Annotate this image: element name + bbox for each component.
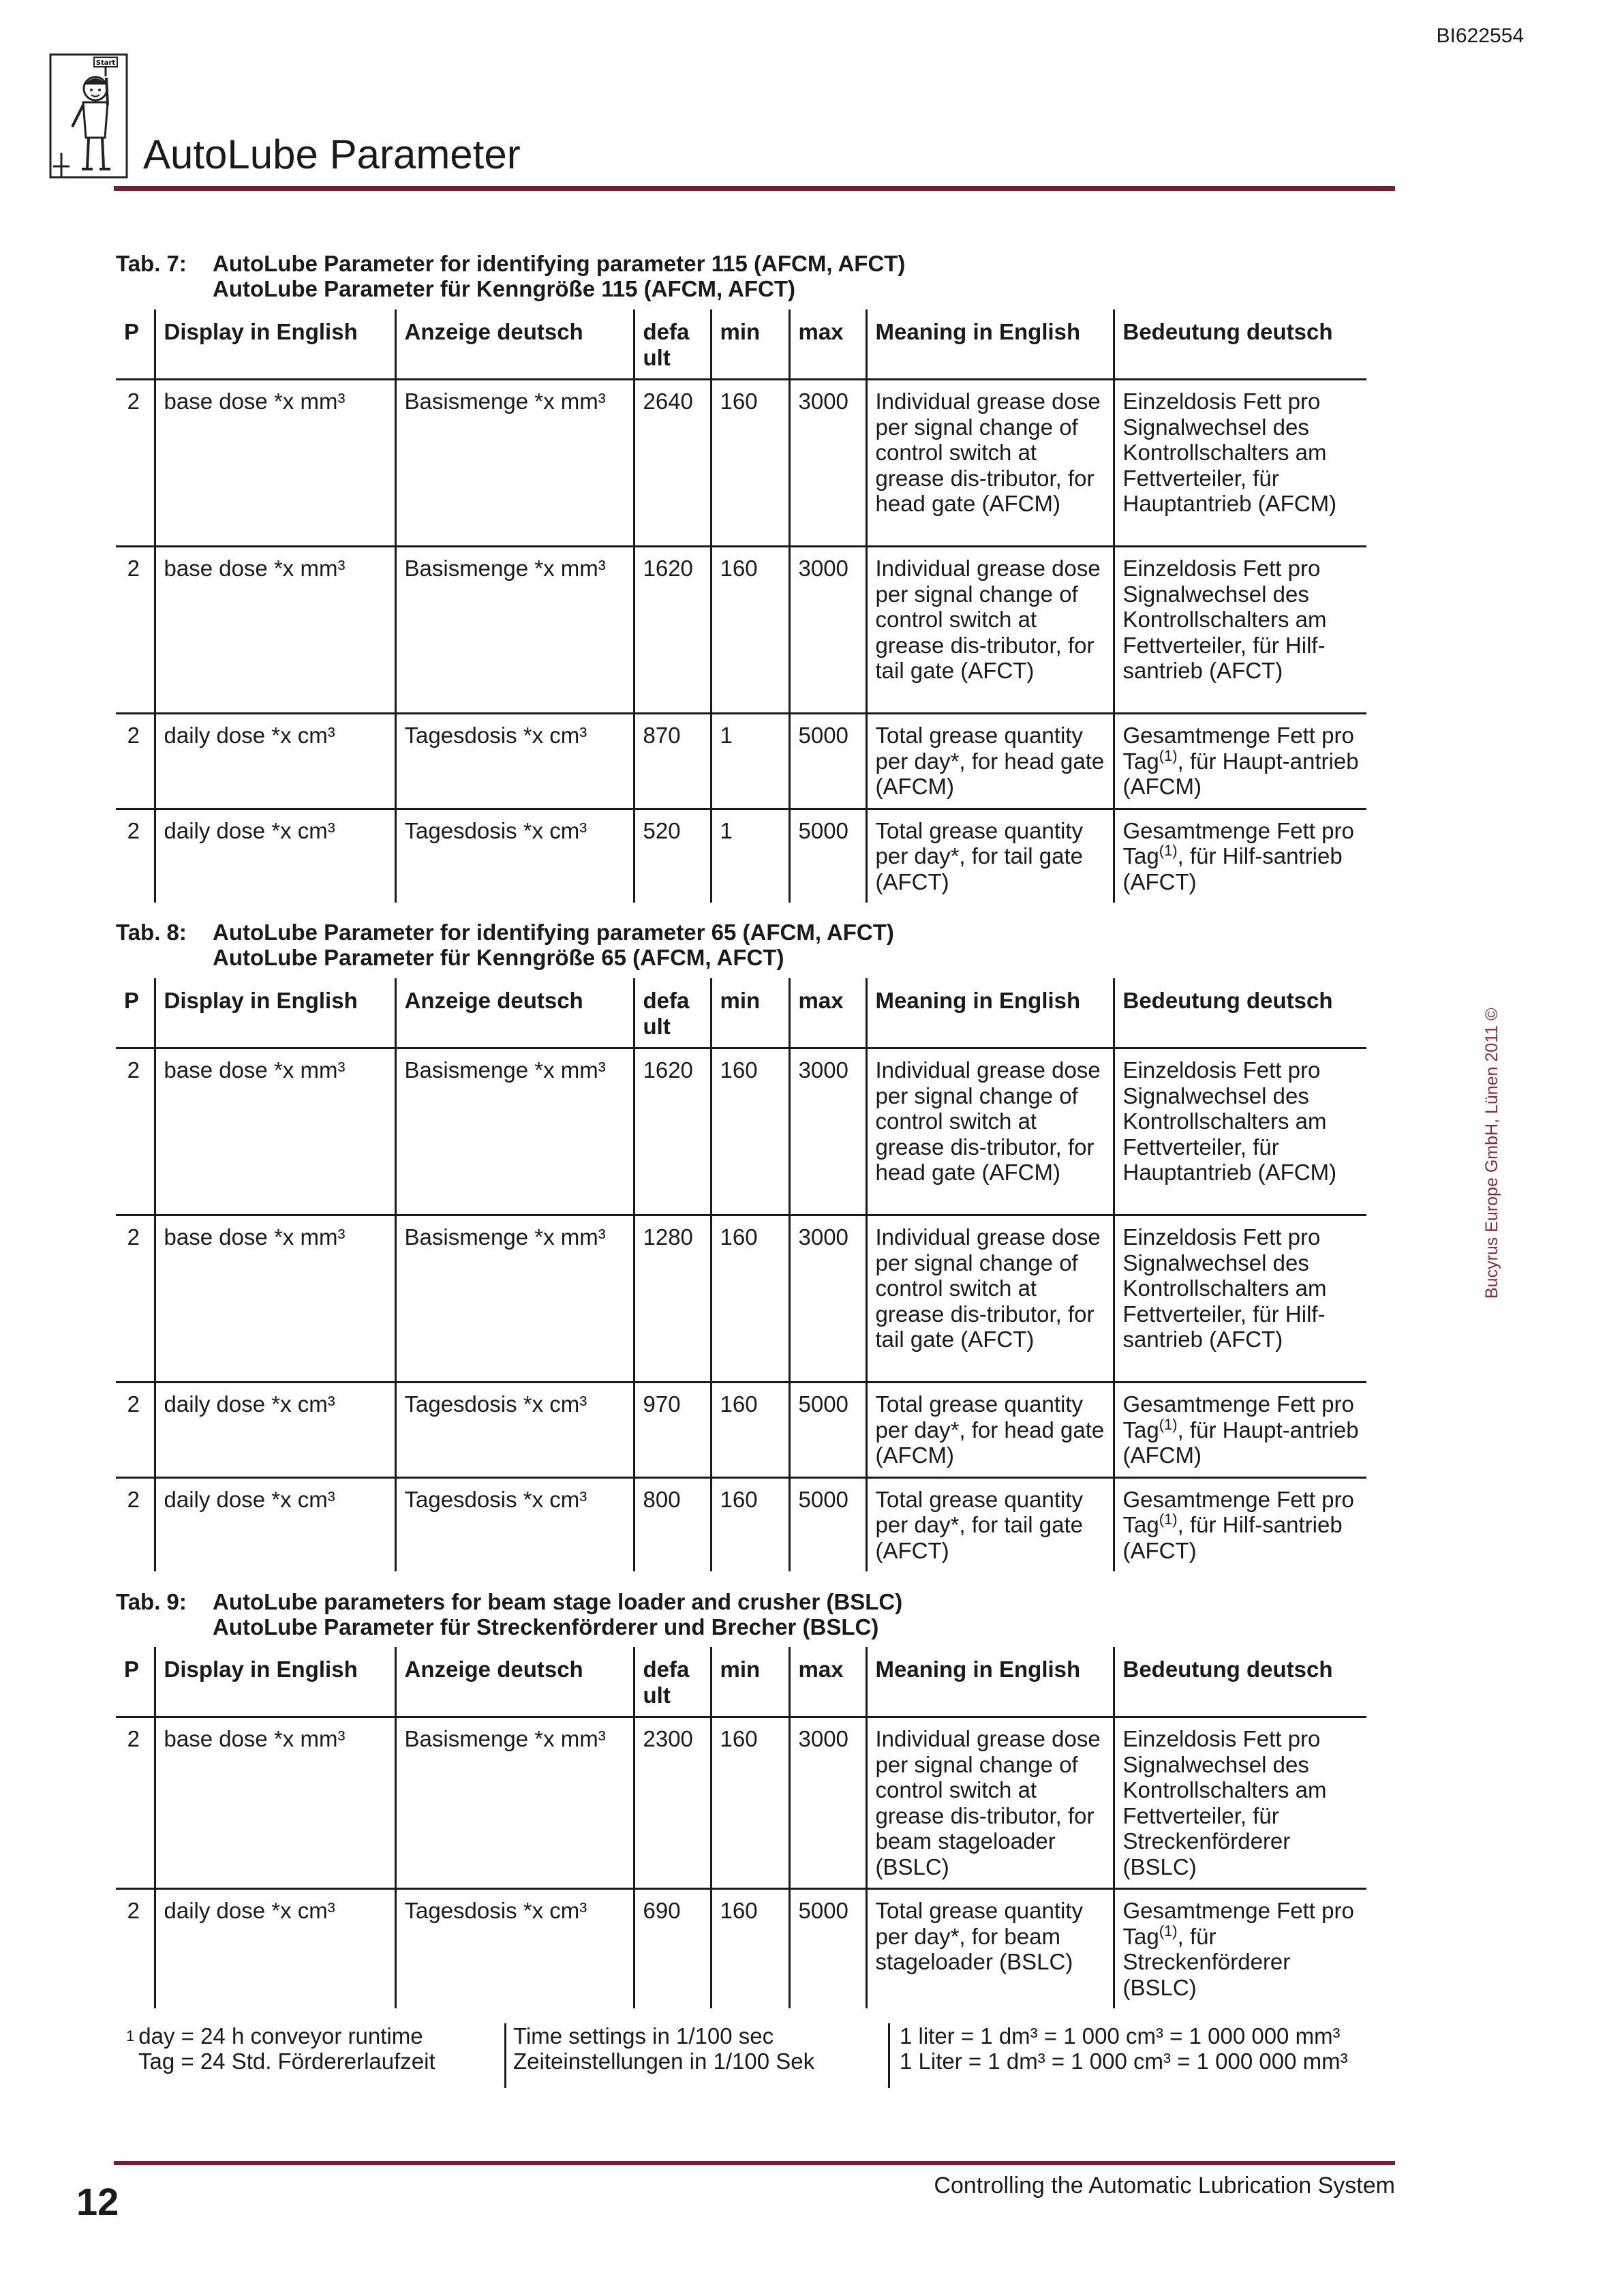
cell-meaning-de: Gesamtmenge Fett pro Tag$^{(1)}$, für Haupt-antrieb (AFCM) (1114, 714, 1366, 809)
cell-min: 160 (711, 1215, 789, 1383)
cell-max: 5000 (789, 1477, 866, 1571)
parameter-table-bslc (116, 1647, 1366, 2008)
table-row (116, 1477, 1366, 1571)
cell-min: 160 (711, 1889, 789, 2009)
table-row (116, 547, 1366, 714)
col-header-meaning-de: Bedeutung deutsch (1114, 1647, 1366, 1717)
col-header-display-de: Anzeige deutsch (395, 309, 634, 380)
col-header-meaning-en: Meaning in English (866, 1647, 1114, 1717)
col-header-max: max (789, 1647, 866, 1717)
col-header-p: P (116, 978, 155, 1048)
document-id: BI622554 (1436, 25, 1524, 47)
table-row (116, 380, 1366, 547)
col-header-max: max (789, 978, 866, 1048)
start-mascot-icon (48, 50, 136, 180)
cell-meaning-en: Individual grease dose per signal change of control switch at grease dis-tributor, for beam stageloader (BSLC) (866, 1717, 1114, 1889)
cell-display-en: base dose *x mm³ (155, 1717, 395, 1889)
cell-meaning-de: Gesamtmenge Fett pro Tag$^{(1)}$, für Hilf-santrieb (AFCT) (1114, 809, 1366, 903)
col-header-display-en: Display in English (155, 1647, 395, 1717)
cell-meaning-de: Einzeldosis Fett pro Signalwechsel des Kontrollschalters am Fettverteiler, für Hilf-santrieb (AFCT) (1114, 547, 1366, 714)
table-header-row (116, 1647, 1366, 1717)
col-header-default: defa ult (634, 978, 711, 1048)
cell-display-en: daily dose *x cm³ (155, 809, 395, 903)
cell-p: 2 (127, 1486, 140, 1512)
cell-meaning-en: Individual grease dose per signal change of control switch at grease dis-tributor, for tail gate (AFCT) (866, 547, 1114, 714)
cell-max: 5000 (789, 809, 866, 903)
header-rule (114, 186, 1395, 191)
cell-max: 3000 (789, 380, 866, 547)
cell-meaning-de: Gesamtmenge Fett pro Tag$^{(1)}$, für Streckenförderer (BSLC) (1114, 1889, 1366, 2009)
cell-display-de: Basismenge *x mm³ (395, 547, 634, 714)
table-caption (116, 251, 905, 301)
cell-max: 3000 (789, 547, 866, 714)
cell-meaning-en: Total grease quantity per day*, for head gate (AFCM) (866, 714, 1114, 809)
col-header-meaning-en: Meaning in English (866, 978, 1114, 1048)
col-header-max: max (789, 309, 866, 380)
cell-display-de: Tagesdosis *x cm³ (395, 1889, 634, 2009)
cell-meaning-de: Einzeldosis Fett pro Signalwechsel des Kontrollschalters am Fettverteiler, für Hilf-santrieb (AFCT) (1114, 1215, 1366, 1383)
cell-p: 2 (116, 1383, 155, 1478)
cell-display-de: Tagesdosis *x cm³ (395, 1383, 634, 1478)
cell-max: 3000 (789, 1215, 866, 1383)
col-header-display-en: Display in English (155, 309, 395, 380)
col-header-display-de: Anzeige deutsch (395, 978, 634, 1048)
cell-display-de: Basismenge *x mm³ (395, 1048, 634, 1215)
cell-max: 3000 (789, 1048, 866, 1215)
cell-default: 1620 (634, 547, 711, 714)
cell-min: 160 (711, 1717, 789, 1889)
table-row (116, 1215, 1366, 1383)
cell-max: 5000 (789, 1383, 866, 1478)
cell-min: 160 (711, 547, 789, 714)
cell-p: 2 (116, 1215, 155, 1383)
cell-default: 800 (634, 1477, 711, 1571)
col-header-default: defa ult (634, 1647, 711, 1717)
cell-display-en: base dose *x mm³ (155, 1048, 395, 1215)
cell-meaning-en: Individual grease dose per signal change of control switch at grease dis-tributor, for tail gate (AFCT) (866, 1215, 1114, 1383)
cell-display-en: daily dose *x cm³ (155, 1477, 395, 1571)
table-title-en: AutoLube Parameter for identifying parameter 65 (AFCM, AFCT) (213, 920, 894, 945)
cell-display-de: Tagesdosis *x cm³ (395, 714, 634, 809)
cell-min: 160 (711, 1048, 789, 1215)
cell-meaning-en: Total grease quantity per day*, for tail gate (AFCT) (866, 809, 1114, 903)
cell-meaning-en: Total grease quantity per day*, for head gate (AFCM) (866, 1383, 1114, 1478)
table-header-row (116, 309, 1366, 380)
parameter-table-65 (116, 978, 1366, 1571)
col-header-min: min (711, 309, 789, 380)
table-label: Tab. 7: (116, 251, 187, 276)
col-header-min: min (711, 1647, 789, 1717)
section-title: AutoLube Parameter (143, 132, 521, 177)
table-title-de: AutoLube Parameter für Kenngröße 65 (AFCM, AFCT) (213, 945, 784, 970)
cell-meaning-en: Individual grease dose per signal change of control switch at grease dis-tributor, for head gate (AFCM) (866, 380, 1114, 547)
cell-p: 2 (127, 817, 140, 843)
cell-min: 1 (711, 714, 789, 809)
cell-default: 1280 (634, 1215, 711, 1383)
footnote-units: 1 liter = 1 dm³ = 1 000 cm³ = 1 000 000 mm³ 1 Liter = 1 dm³ = 1 000 cm³ = 1 000 000 mm³ (888, 2023, 1348, 2088)
cell-display-de: Tagesdosis *x cm³ (395, 809, 634, 903)
col-header-meaning-de: Bedeutung deutsch (1114, 978, 1366, 1048)
col-header-display-de: Anzeige deutsch (395, 1647, 634, 1717)
cell-default: 520 (634, 809, 711, 903)
table-title-en: AutoLube parameters for beam stage loader and crusher (BSLC) (213, 1589, 903, 1614)
col-header-min: min (711, 978, 789, 1048)
col-header-meaning-de: Bedeutung deutsch (1114, 309, 1366, 380)
table-row (116, 1717, 1366, 1889)
table-row (116, 1383, 1366, 1478)
copyright-notice: Bucyrus Europe GmbH, Lünen 2011 © (1482, 1008, 1501, 1299)
table-title-en: AutoLube Parameter for identifying parameter 115 (AFCM, AFCT) (213, 251, 906, 276)
table-header-row (116, 978, 1366, 1048)
cell-p: 2 (116, 1048, 155, 1215)
table-title-de: AutoLube Parameter für Streckenförderer und Brecher (BSLC) (213, 1614, 879, 1640)
cell-default: 690 (634, 1889, 711, 2009)
cell-max: 3000 (789, 1717, 866, 1889)
table-row (116, 1048, 1366, 1215)
cell-default: 2300 (634, 1717, 711, 1889)
cell-display-de: Basismenge *x mm³ (395, 1717, 634, 1889)
cell-meaning-en: Total grease quantity per day*, for tail gate (AFCT) (866, 1477, 1114, 1571)
col-header-display-en: Display in English (155, 978, 395, 1048)
mascot-sign-label: Start (95, 59, 116, 67)
footnote-day: $^1$ day = 24 h conveyor runtime Tag = 24 Std. Fördererlaufzeit (126, 2023, 435, 2074)
cell-default: 870 (634, 714, 711, 809)
col-header-p: P (116, 309, 155, 380)
cell-meaning-de: Einzeldosis Fett pro Signalwechsel des Kontrollschalters am Fettverteiler, für Hauptantrieb (AFCM) (1114, 1048, 1366, 1215)
table-label: Tab. 9: (116, 1589, 187, 1614)
cell-min: 160 (711, 1477, 789, 1571)
table-caption (116, 920, 894, 970)
cell-display-de: Basismenge *x mm³ (395, 1215, 634, 1383)
cell-display-en: daily dose *x cm³ (155, 714, 395, 809)
cell-meaning-de: Gesamtmenge Fett pro Tag$^{(1)}$, für Hilf-santrieb (AFCT) (1114, 1477, 1366, 1571)
cell-display-en: daily dose *x cm³ (155, 1383, 395, 1478)
table-caption (116, 1589, 902, 1640)
cell-default: 970 (634, 1383, 711, 1478)
table-row (116, 809, 1366, 903)
cell-display-de: Basismenge *x mm³ (395, 380, 634, 547)
table-title-de: AutoLube Parameter für Kenngröße 115 (AFCM, AFCT) (213, 276, 796, 301)
table-row (116, 1889, 1366, 2009)
cell-display-en: base dose *x mm³ (155, 380, 395, 547)
cell-display-en: daily dose *x cm³ (155, 1889, 395, 2009)
cell-min: 160 (711, 1383, 789, 1478)
chapter-title: Controlling the Automatic Lubrication System (934, 2173, 1395, 2199)
col-header-default: defa ult (634, 309, 711, 380)
cell-default: 1620 (634, 1048, 711, 1215)
cell-display-en: base dose *x mm³ (155, 1215, 395, 1383)
footnotes (116, 2023, 1377, 2088)
cell-max: 5000 (789, 714, 866, 809)
cell-max: 5000 (789, 1889, 866, 2009)
col-header-p: P (116, 1647, 155, 1717)
cell-min: 160 (711, 380, 789, 547)
footer-rule (114, 2161, 1395, 2165)
cell-meaning-de: Einzeldosis Fett pro Signalwechsel des Kontrollschalters am Fettverteiler, für Hauptantrieb (AFCM) (1114, 380, 1366, 547)
footnote-time: Time settings in 1/100 sec Zeiteinstellungen in 1/100 Sek (504, 2023, 814, 2088)
table-row (116, 714, 1366, 809)
parameter-table-115 (116, 309, 1366, 903)
cell-p: 2 (116, 380, 155, 547)
cell-meaning-de: Einzeldosis Fett pro Signalwechsel des Kontrollschalters am Fettverteiler, für Streckenförderer (BSLC) (1114, 1717, 1366, 1889)
cell-display-de: Tagesdosis *x cm³ (395, 1477, 634, 1571)
cell-p: 2 (116, 547, 155, 714)
table-label: Tab. 8: (116, 920, 187, 945)
cell-p: 2 (116, 714, 155, 809)
page-number: 12 (76, 2180, 119, 2223)
cell-display-en: base dose *x mm³ (155, 547, 395, 714)
cell-meaning-de: Gesamtmenge Fett pro Tag$^{(1)}$, für Haupt-antrieb (AFCM) (1114, 1383, 1366, 1478)
cell-meaning-en: Individual grease dose per signal change of control switch at grease dis-tributor, for head gate (AFCM) (866, 1048, 1114, 1215)
cell-min: 1 (711, 809, 789, 903)
cell-p: 2 (116, 1717, 155, 1889)
col-header-meaning-en: Meaning in English (866, 309, 1114, 380)
cell-p: 2 (127, 1898, 140, 1923)
cell-meaning-en: Total grease quantity per day*, for beam stageloader (BSLC) (866, 1889, 1114, 2009)
cell-default: 2640 (634, 380, 711, 547)
